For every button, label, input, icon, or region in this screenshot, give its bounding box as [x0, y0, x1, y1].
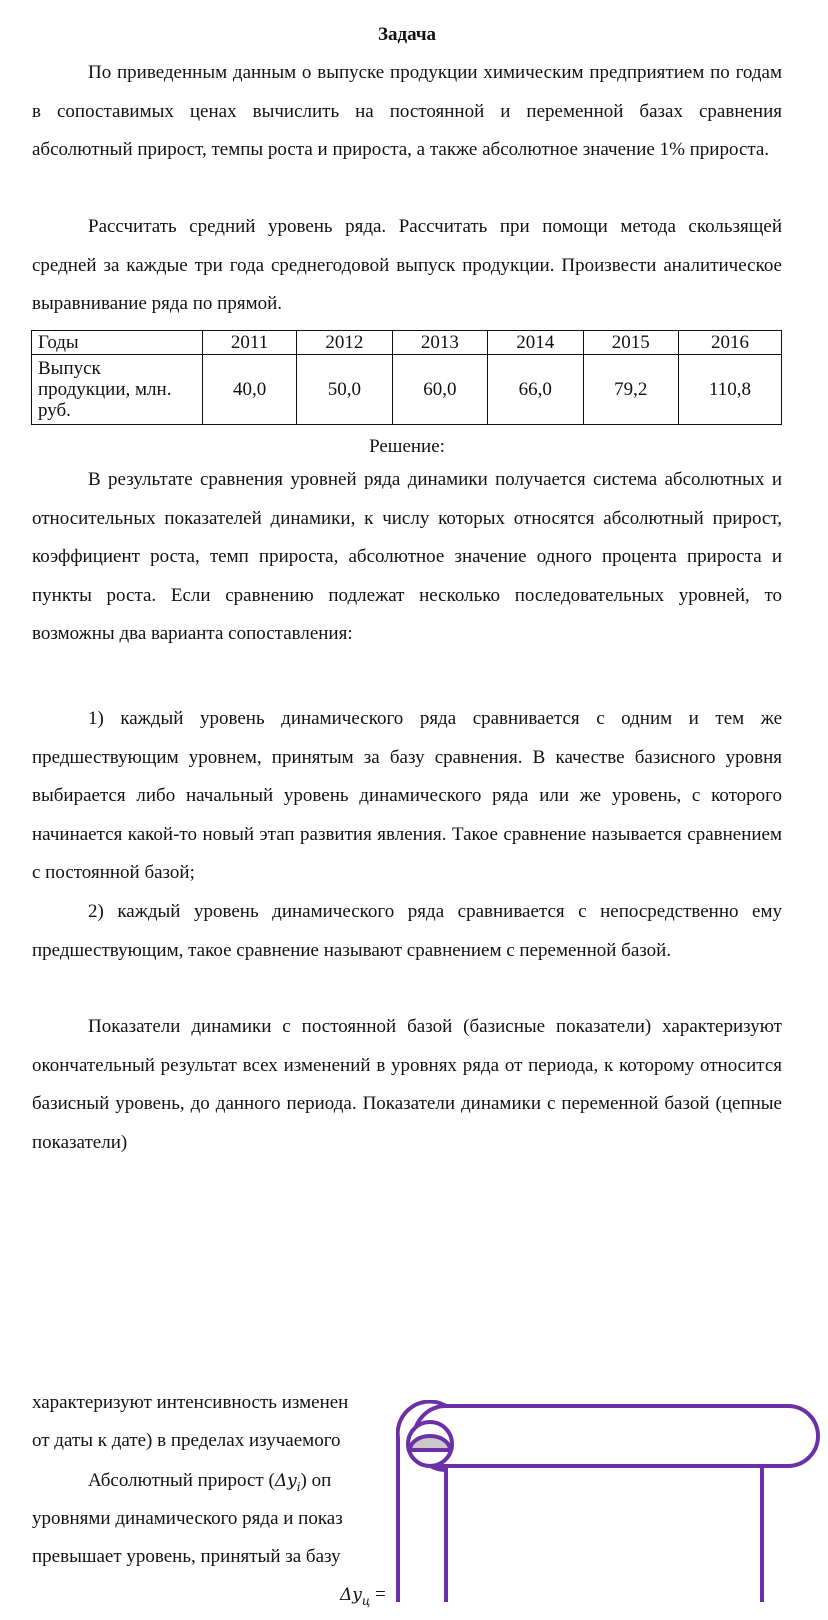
table-cell: 2016 — [678, 331, 781, 355]
text-line: от даты к дате) в пределах изучаемого — [32, 1430, 341, 1451]
math-fragment: Δy — [274, 1471, 297, 1491]
table-cell: Годы — [32, 331, 203, 355]
solution-paragraph-4: Показатели динамики с постоянной базой (базисные показатели) характеризуют окончательный результат всех изменений в уровнях ряда от периода, к которому относится базисный уровень, до данного периода. Показатели динамики с переменной базой (цепные показатели) — [32, 1016, 782, 1153]
solution-paragraph-2: 1) каждый уровень динамического ряда сравнивается с одним и тем же предшествующим уровнем, принятым за базу сравнения. В качестве базисного уровня выбирается либо начальный уровень динамического ряда или же уровень, с которого начинается какой-то новый этап развития явления. Такое сравнение называется сравнением с постоянной базой; — [32, 708, 782, 883]
table-cell: 50,0 — [297, 355, 392, 425]
table-cell: 110,8 — [678, 355, 781, 425]
production-table — [31, 330, 782, 425]
table-cell: Выпуск продукции, млн. руб. — [32, 355, 203, 425]
table-cell: 60,0 — [392, 355, 487, 425]
text-line: превышает уровень, принятый за базу — [32, 1546, 341, 1567]
table-cell: 2013 — [392, 331, 487, 355]
math-subscript: i — [296, 1479, 301, 1494]
page-title: Задача — [377, 24, 437, 45]
table-cell: 2015 — [583, 331, 678, 355]
solution-paragraph-3: 2) каждый уровень динамического ряда сравнивается с непосредственно ему предшествующим, такое сравнение называют сравнением с переменной базой. — [32, 901, 782, 961]
math-fragment: Δy — [340, 1585, 362, 1605]
table-header-row — [32, 331, 782, 355]
table-row — [32, 355, 782, 425]
scroll-banner-icon — [396, 1400, 828, 1602]
solution-paragraph-1: В результате сравнения уровней ряда динамики получается система абсолютных и относительных показателей динамики, к числу которых относятся абсолютный прирост, коэффициент роста, темп прироста, абсолютное значение одного процента прироста и пункты роста. Если сравнению подлежат несколько последовательных уровней, то возможны два варианта сопоставления: — [32, 469, 782, 644]
text-fragment: ) оп — [300, 1470, 332, 1491]
table-cell: 40,0 — [203, 355, 297, 425]
text-line: характеризуют интенсивность изменен — [32, 1392, 349, 1413]
task-paragraph-2: Рассчитать средний уровень ряда. Рассчитать при помощи метода скользящей средней за каждые три года среднегодовой выпуск продукции. Произвести аналитическое выравнивание ряда по прямой. — [32, 216, 782, 314]
table-cell: 2011 — [203, 331, 297, 355]
solution-heading: Решение: — [369, 436, 445, 457]
table-cell: 2014 — [488, 331, 583, 355]
text-fragment: Абсолютный прирост ( — [88, 1470, 275, 1491]
table-cell: 2012 — [297, 331, 392, 355]
math-subscript: ц — [361, 1593, 371, 1608]
table-cell: 79,2 — [583, 355, 678, 425]
table-cell: 66,0 — [488, 355, 583, 425]
text-line: уровнями динамического ряда и показ — [32, 1508, 343, 1529]
math-fragment: = — [375, 1584, 386, 1605]
task-paragraph-1: По приведенным данным о выпуске продукции химическим предприятием по годам в сопоставимых ценах вычислить на постоянной и переменной базах сравнения абсолютный прирост, темпы роста и прироста, а также абсолютное значение 1% прироста. — [32, 62, 782, 160]
